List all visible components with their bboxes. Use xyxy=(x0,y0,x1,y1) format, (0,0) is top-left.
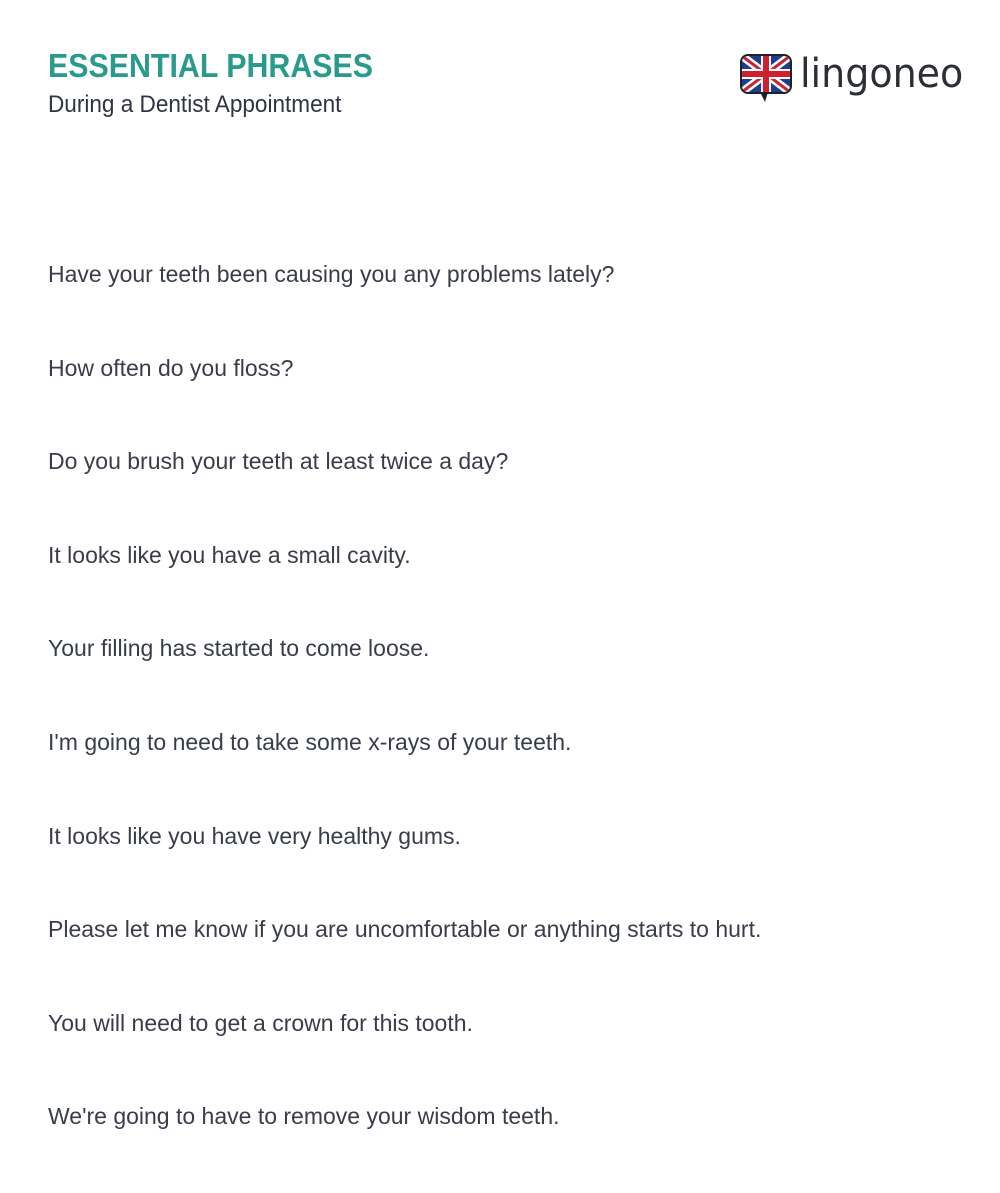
phrase-item: It looks like you have very healthy gums. xyxy=(48,822,461,849)
page-subtitle: During a Dentist Appointment xyxy=(48,91,342,118)
phrase-item: Please let me know if you are uncomfortable or anything starts to hurt. xyxy=(48,916,762,943)
phrase-item: How often do you floss? xyxy=(48,354,294,381)
phrase-item: Do you brush your teeth at least twice a day? xyxy=(48,448,509,475)
phrase-item: It looks like you have a small cavity. xyxy=(48,541,411,568)
logo-text: lingoneo xyxy=(800,51,964,97)
phrase-item: We're going to have to remove your wisdom teeth. xyxy=(48,1103,560,1130)
phrase-item: You will need to get a crown for this tooth. xyxy=(48,1009,473,1036)
phrase-item: I'm going to need to take some x-rays of your teeth. xyxy=(48,728,572,755)
lingoneo-logo[interactable] xyxy=(738,50,972,106)
page-title: ESSENTIAL PHRASES xyxy=(48,47,374,84)
phrase-item: Your filling has started to come loose. xyxy=(48,635,430,662)
uk-flag-speech-bubble-icon xyxy=(738,52,794,104)
header xyxy=(48,46,401,120)
phrase-item: Have your teeth been causing you any problems lately? xyxy=(48,261,615,287)
phrase-list xyxy=(48,257,761,1193)
